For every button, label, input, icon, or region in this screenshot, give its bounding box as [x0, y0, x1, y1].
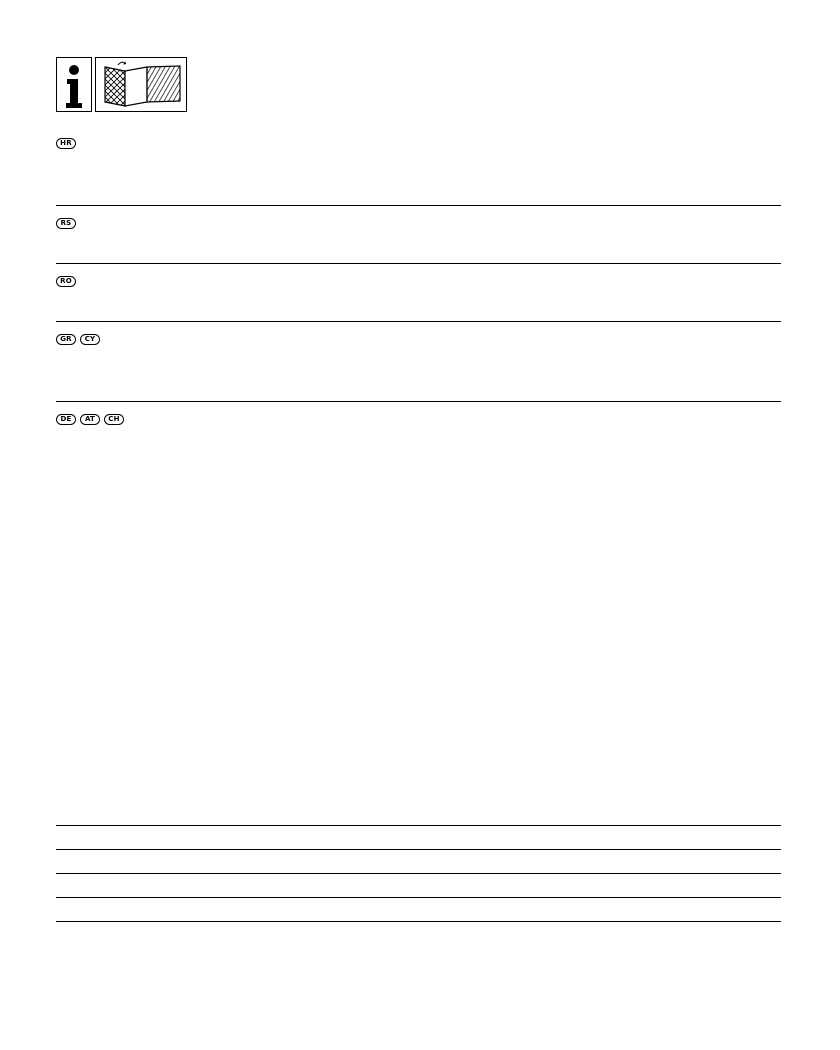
footer-rule	[56, 849, 781, 850]
info-icon	[56, 57, 92, 112]
country-badge: AT	[80, 414, 100, 425]
country-badge: GR	[56, 334, 76, 345]
country-badge: RS	[56, 218, 76, 229]
section-divider	[56, 205, 781, 206]
footer-rule	[56, 897, 781, 898]
country-badge: RO	[56, 276, 76, 287]
section-divider	[56, 263, 781, 264]
footer-rule	[56, 921, 781, 922]
country-badge: CH	[104, 414, 124, 425]
country-badges-de-at-ch	[56, 414, 124, 425]
footer-rule	[56, 873, 781, 874]
country-badges-hr	[56, 138, 76, 149]
country-badges-rs	[56, 218, 76, 229]
fold-out-pages-icon	[95, 57, 187, 112]
country-badge: CY	[80, 334, 100, 345]
country-badge: DE	[56, 414, 76, 425]
country-badge: HR	[56, 138, 76, 149]
country-badges-gr-cy	[56, 334, 100, 345]
country-badges-ro	[56, 276, 76, 287]
section-divider	[56, 401, 781, 402]
footer-rule	[56, 825, 781, 826]
section-divider	[56, 321, 781, 322]
